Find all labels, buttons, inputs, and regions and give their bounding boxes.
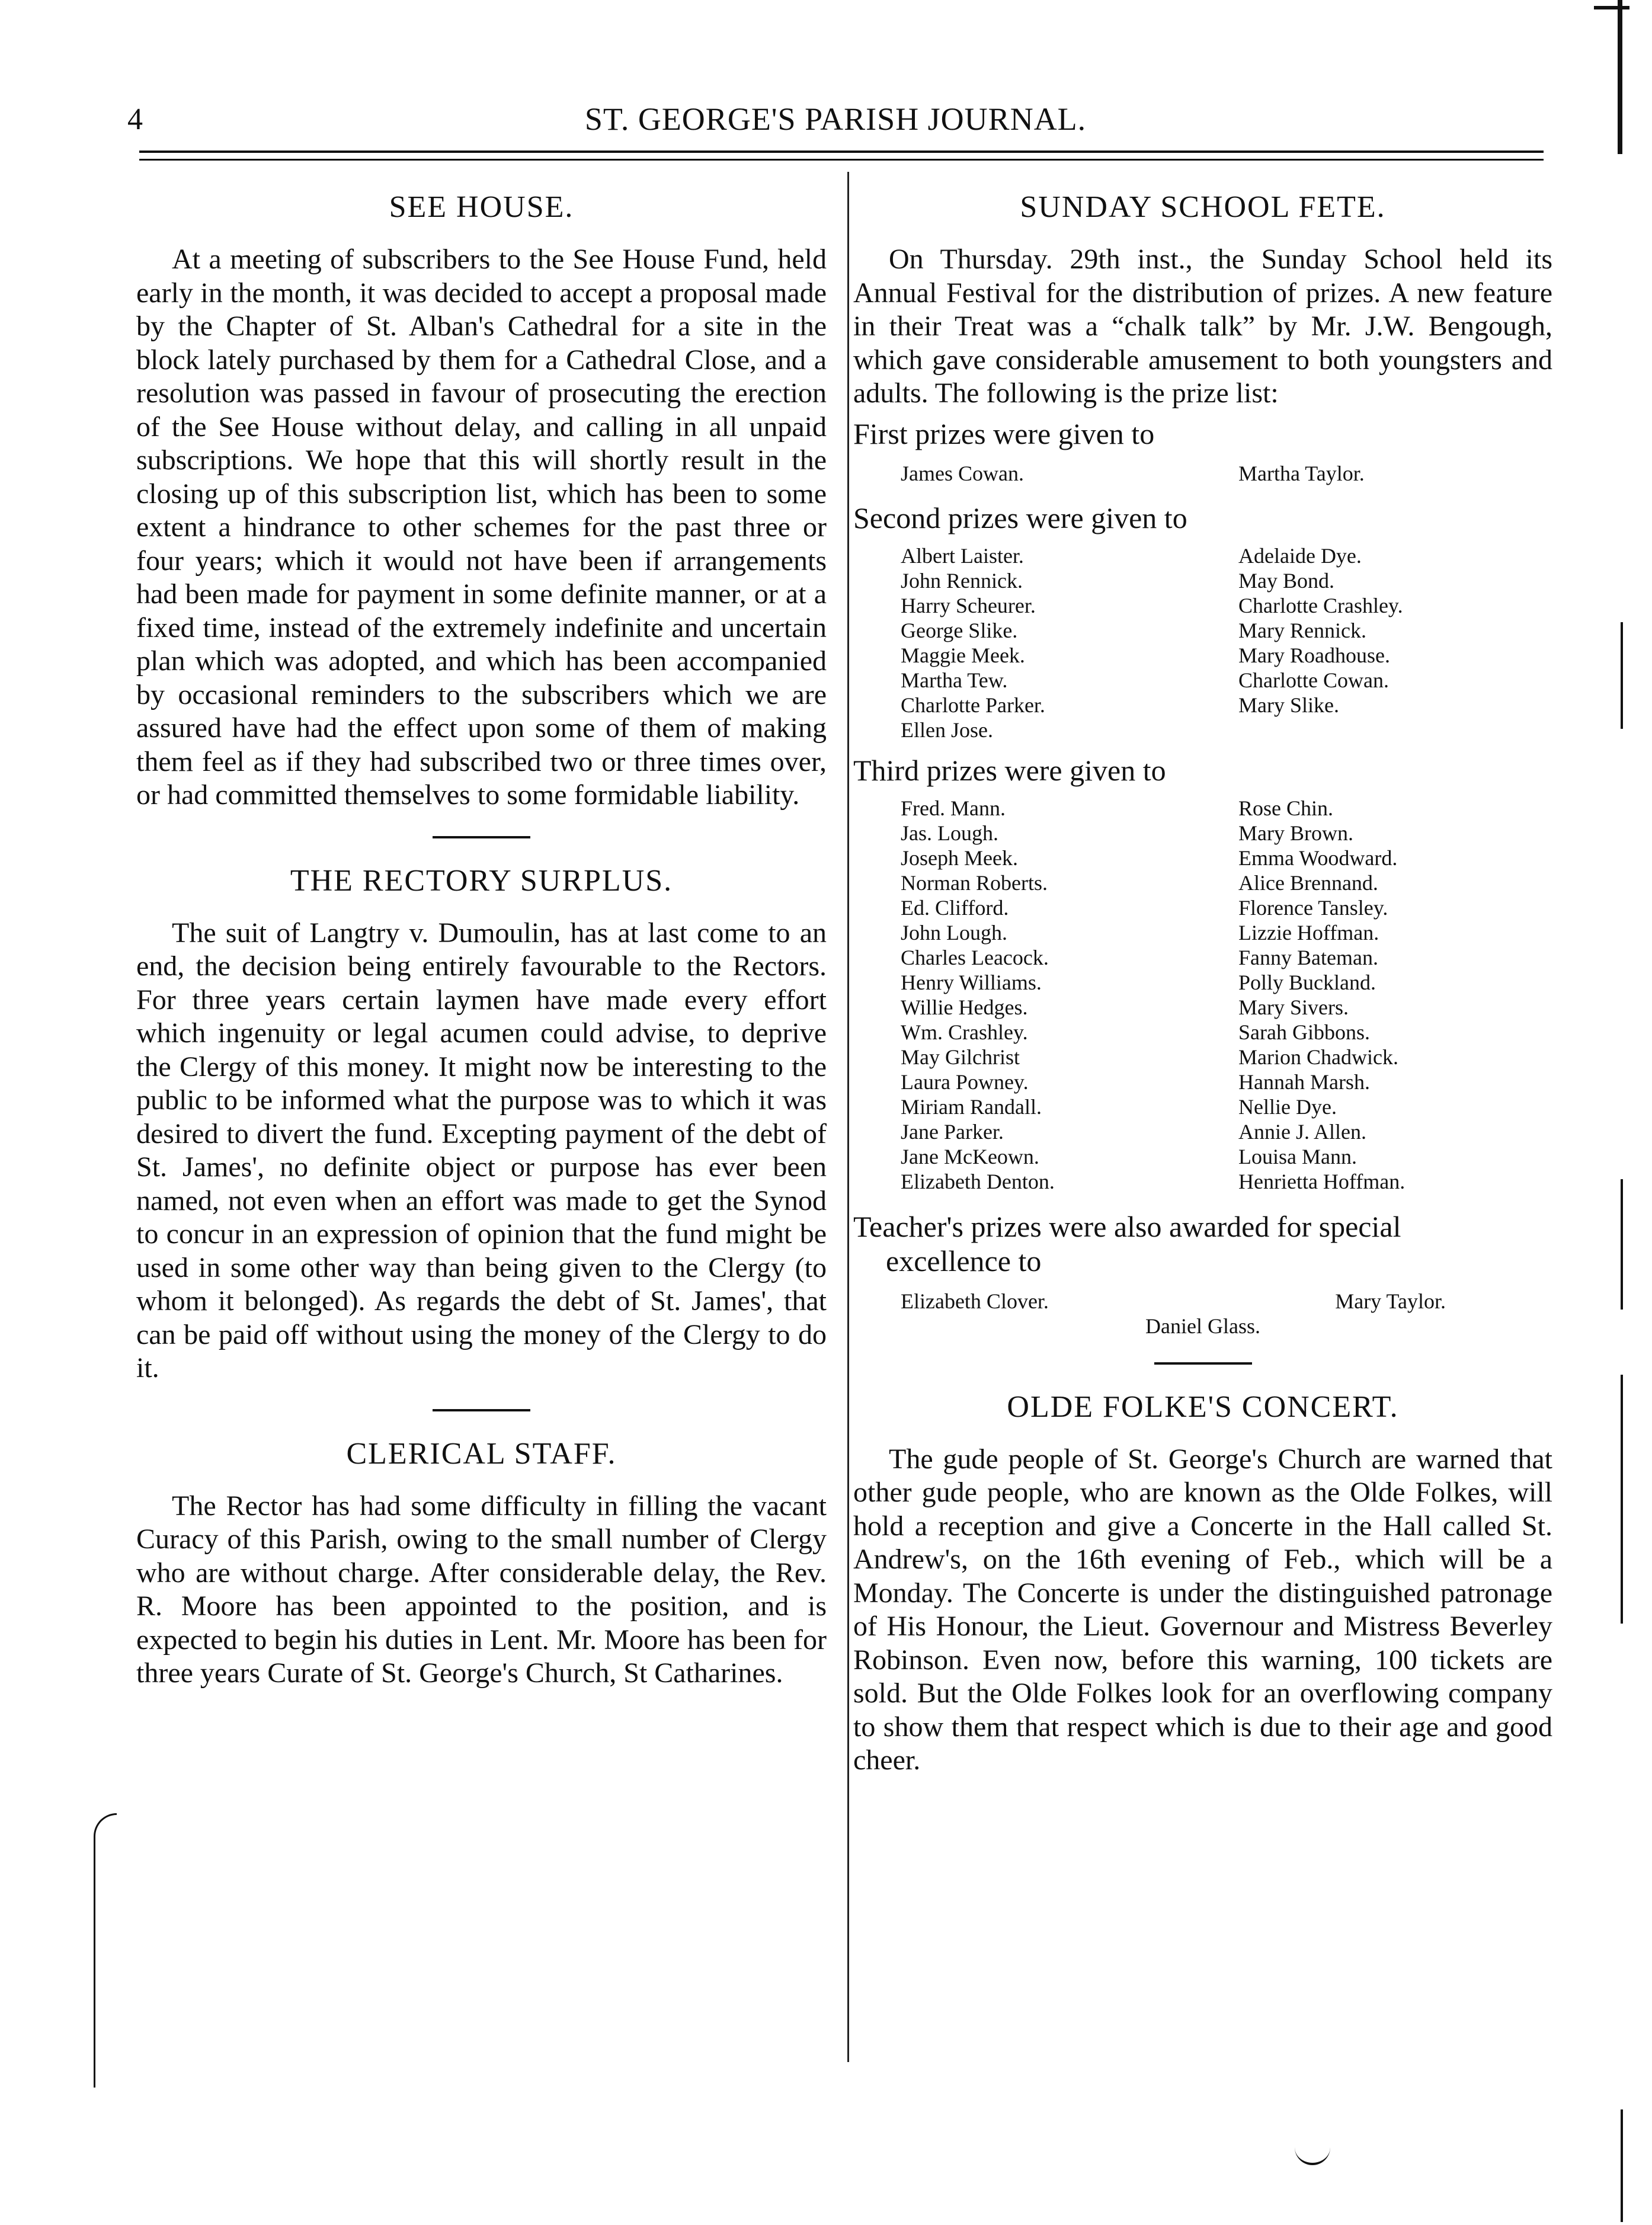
section-separator	[433, 1409, 530, 1411]
rectory-surplus-body: The suit of Langtry v. Dumoulin, has at last come to an end, the decision being entirely favourable to the Rectors. For three years certain laymen have made every effort which ingenuity or legal acumen could advise, to deprive the Clergy of this money. It might now be interesting to the public to be informed what the purpose was to which it was desired to divert the fund. Excepting payment of the debt of St. James', no definite object or purpose has ever been named, not even when an effort was made to get the Synod to concur in an expression of opinion that the fund might be used in some other way than being given to the Clergy (to whom it belonged). As regards the debt of St. James', that can be paid off without using the money of the Clergy to do it.	[136, 917, 827, 1384]
prize-name: May Gilchrist	[901, 1045, 1020, 1069]
prize-name: Albert Laister.	[901, 543, 1024, 568]
prize-name: Willie Hedges.	[901, 995, 1028, 1019]
margin-mark	[1594, 6, 1629, 9]
concert-body: The gude people of St. George's Church are warned that other gude people, who are known as the Olde Folkes, will hold a reception and give a Concerte in the Hall called St. Andrew's, on the 16th evening of Feb., which will be a Monday. The Concerte is under the distinguished patronage of His Honour, the Lieut. Governour and Mistress Beverley Robinson. Even now, before this warning, 100 tickets are sold. But the Olde Folkes look for an overflowing company to show them that respect which is due to their age and good cheer.	[853, 1443, 1552, 1776]
prize-name: Marion Chadwick.	[1238, 1045, 1398, 1069]
prize-name: Sarah Gibbons.	[1238, 1020, 1370, 1044]
prize-name: Polly Buckland.	[1238, 970, 1376, 994]
prize-name: Mary Sivers.	[1238, 995, 1349, 1019]
prize-name: Ellen Jose.	[901, 718, 993, 742]
prize-name: Charlotte Crashley.	[1238, 593, 1403, 617]
third-prizes-col-right	[1238, 796, 1552, 1194]
second-prizes-list	[853, 543, 1552, 742]
prize-name: Fanny Bateman.	[1238, 945, 1378, 969]
prize-name: Martha Tew.	[901, 668, 1008, 692]
prize-name: Mary Roadhouse.	[1238, 643, 1390, 667]
concert-heading: OLDE FOLKE'S CONCERT.	[1007, 1390, 1399, 1424]
third-prizes-intro: Third prizes were given to	[853, 753, 1166, 787]
prize-name: May Bond.	[1238, 568, 1334, 593]
prize-name: Henry Williams.	[901, 970, 1042, 994]
second-prizes-col-right	[1238, 543, 1552, 742]
see-house-heading: SEE HOUSE.	[389, 190, 574, 224]
margin-mark	[1621, 2109, 1623, 2222]
prize-name: Joseph Meek.	[901, 846, 1018, 870]
prize-name: Lizzie Hoffman.	[1238, 920, 1379, 945]
prize-name: Florence Tansley.	[1238, 895, 1388, 920]
prize-name: Daniel Glass.	[1145, 1314, 1260, 1338]
third-prizes-list	[853, 796, 1552, 1194]
column-divider	[847, 172, 849, 2062]
prize-name: Laura Powney.	[901, 1070, 1029, 1094]
left-column	[136, 178, 827, 1691]
prize-name: Charlotte Cowan.	[1238, 668, 1389, 692]
journal-title: ST. GEORGE'S PARISH JOURNAL.	[584, 101, 1087, 137]
clerical-staff-body: The Rector has had some difficulty in filling the vacant Curacy of this Parish, owing to the small number of Clergy who are without charge. After considerable delay, the Rev. R. Moore has been appointed to the position, and is expected to begin his duties in Lent. Mr. Moore has been for three years Curate of St. George's Church, St Catharines.	[136, 1490, 827, 1689]
prize-name: Henrietta Hoffman.	[1238, 1169, 1406, 1193]
prize-name: Elizabeth Denton.	[901, 1169, 1055, 1193]
prize-name: James Cowan.	[901, 461, 1024, 485]
prize-name: Mary Slike.	[1238, 693, 1339, 717]
fete-body: On Thursday. 29th inst., the Sunday School held its Annual Festival for the distribution of prizes. A new feature in their Treat was a “chalk talk” by Mr. J.W. Bengough, which gave considerable amusement to both youngsters and adults. The following is the prize list:	[853, 244, 1552, 409]
prize-name: Rose Chin.	[1238, 796, 1334, 820]
prize-name: Emma Woodward.	[1238, 846, 1398, 870]
margin-mark	[1618, 0, 1622, 154]
prize-name: Jas. Lough.	[901, 821, 998, 845]
margin-mark	[1621, 1375, 1623, 1624]
first-prizes-intro: First prizes were given to	[853, 417, 1155, 450]
prize-name: Harry Scheurer.	[901, 593, 1036, 617]
section-separator	[433, 836, 530, 838]
prize-name: John Rennick.	[901, 568, 1023, 593]
prize-name: Jane McKeown.	[901, 1144, 1039, 1168]
header-rule-double	[139, 159, 1544, 161]
prize-name: John Lough.	[901, 920, 1007, 945]
prize-name: Adelaide Dye.	[1238, 543, 1362, 568]
prize-name: Hannah Marsh.	[1238, 1070, 1370, 1094]
rectory-surplus-heading: THE RECTORY SURPLUS.	[290, 863, 673, 898]
teacher-intro-line: Teacher's prizes were also awarded for special	[853, 1209, 1401, 1243]
teacher-prizes-intro	[853, 1209, 1552, 1278]
header-rule	[139, 151, 1544, 153]
prize-name: Wm. Crashley.	[901, 1020, 1028, 1044]
prize-name: Mary Brown.	[1238, 821, 1353, 845]
prize-name: Ed. Clifford.	[901, 895, 1009, 920]
prize-name: Nellie Dye.	[1238, 1094, 1337, 1119]
second-prizes-intro: Second prizes were given to	[853, 501, 1187, 534]
right-column	[853, 178, 1552, 1778]
third-prizes-col-left	[901, 796, 1215, 1194]
margin-mark	[1621, 1179, 1623, 1310]
prize-name: Martha Taylor.	[1238, 461, 1365, 485]
prize-name: Charlotte Parker.	[901, 693, 1045, 717]
clerical-staff-heading: CLERICAL STAFF.	[346, 1436, 617, 1471]
see-house-body: At a meeting of subscribers to the See House Fund, held early in the month, it was decided to accept a proposal made by the Chapter of St. Alban's Cathedral for a site in the block lately purchased by them for a Cathedral Close, and a resolution was passed in favour of prosecuting the erection of the See House without delay, and calling in all unpaid subscriptions. We hope that this will shortly result in the closing up of this subscription list, which has been to some extent a hindrance to other schemes for the past three or four years; which it would not have been if arrangements had been made for payment in some definite manner, or at a fixed time, instead of the extremely indefinite and uncertain plan which was adopted, and which has been accompanied by occasional reminders to the subscribers which we are assured have had the effect upon some of them of making them feel as if they had subscribed two or three times over, or had committed themselves to some formidable liability.	[136, 244, 827, 811]
section-separator	[1154, 1362, 1252, 1365]
page-number: 4	[127, 103, 143, 136]
prize-name: Mary Taylor.	[1335, 1289, 1446, 1313]
fete-heading: SUNDAY SCHOOL FETE.	[1020, 190, 1386, 224]
prize-name: Mary Rennick.	[1238, 618, 1366, 642]
teacher-intro-line: excellence to	[886, 1244, 1042, 1278]
teacher-prizes-row	[853, 1289, 1552, 1314]
prize-name: Alice Brennand.	[1238, 870, 1378, 895]
prize-name: Annie J. Allen.	[1238, 1119, 1366, 1144]
prize-name: Miriam Randall.	[901, 1094, 1042, 1119]
second-prizes-col-left	[901, 543, 1215, 742]
margin-bracket	[94, 1813, 117, 2088]
page-header	[127, 95, 1544, 148]
prize-name: Norman Roberts.	[901, 870, 1048, 895]
first-prizes-list	[853, 459, 1552, 488]
prize-name: George Slike.	[901, 618, 1018, 642]
margin-mark	[1621, 622, 1623, 729]
prize-name: Louisa Mann.	[1238, 1144, 1357, 1168]
decorative-flourish	[1295, 2145, 1330, 2165]
prize-name: Elizabeth Clover.	[901, 1289, 1049, 1313]
prize-name: Maggie Meek.	[901, 643, 1025, 667]
prize-name: Charles Leacock.	[901, 945, 1049, 969]
prize-name: Fred. Mann.	[901, 796, 1006, 820]
prize-name: Jane Parker.	[901, 1119, 1004, 1144]
